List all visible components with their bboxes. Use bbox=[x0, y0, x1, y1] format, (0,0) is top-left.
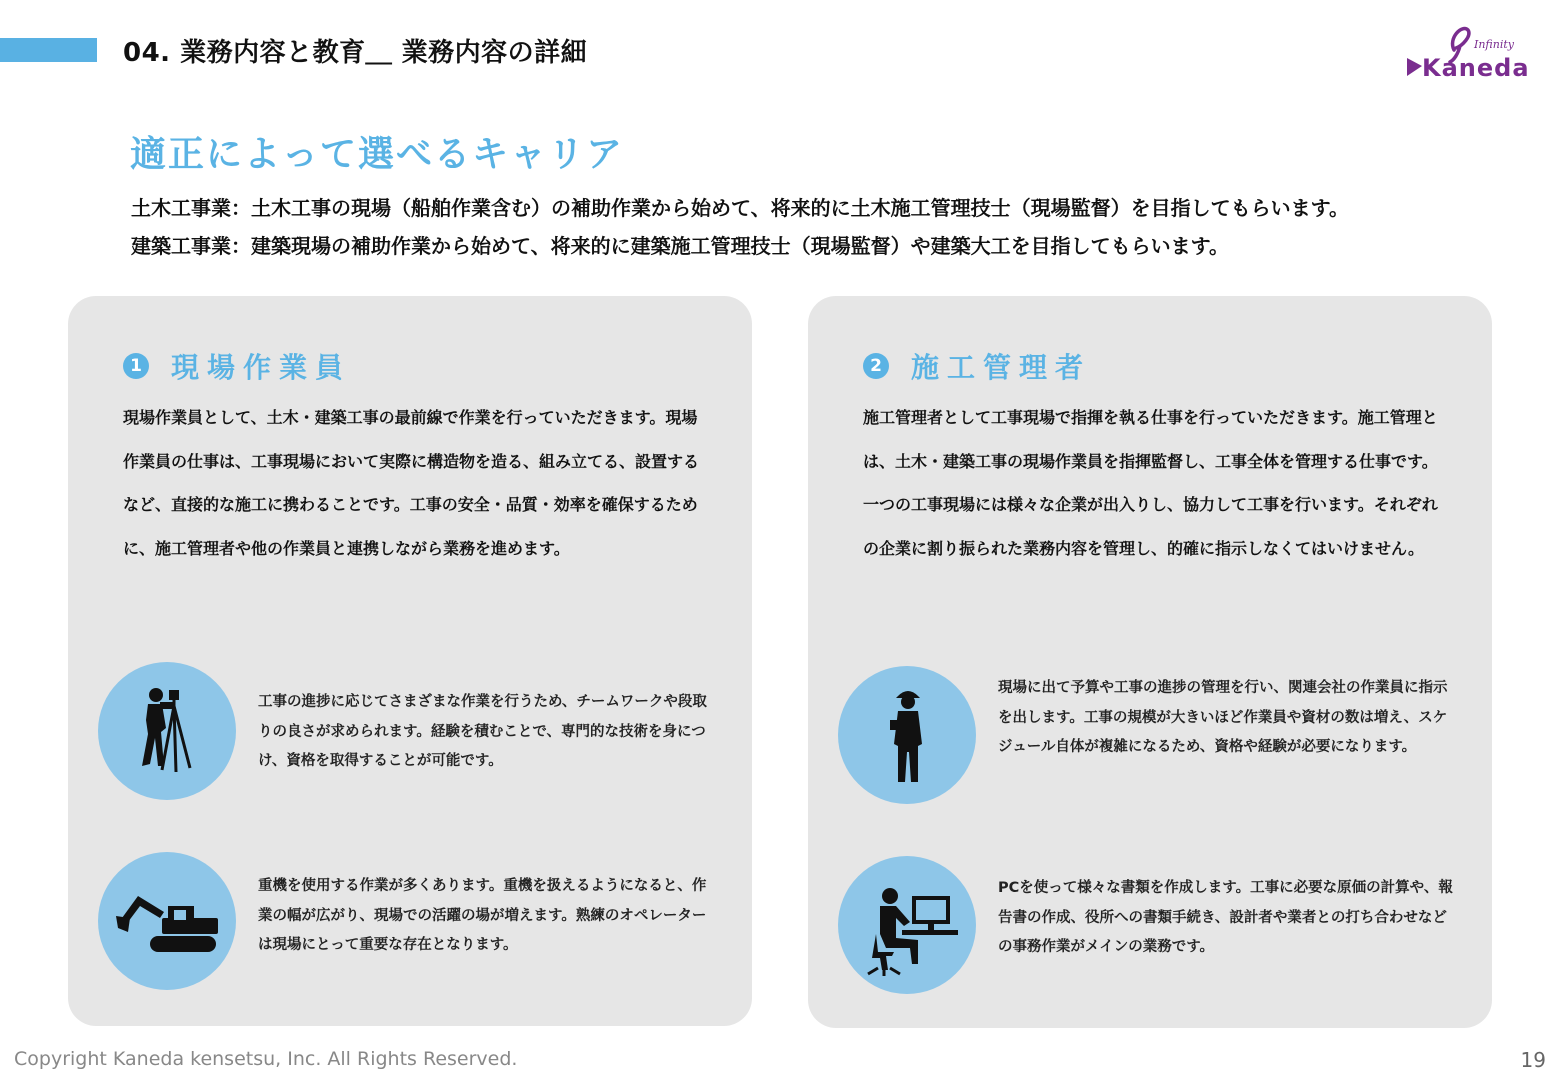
feature-text: 重機を使用する作業が多くあります。重機を扱えるようになると、作業の幅が広がり、現場での活躍の場が増えます。熟練のオペレーターは現場にとって重要な存在となります。 bbox=[258, 878, 707, 953]
main-heading: 適正によって選べるキャリア bbox=[130, 134, 625, 175]
feature-teamwork bbox=[98, 662, 718, 802]
surveyor-icon bbox=[98, 662, 236, 800]
card-number-badge: 1 bbox=[123, 353, 149, 379]
card-title: 現場作業員 bbox=[171, 351, 352, 384]
intro-civil: 土木工事業：土木工事の現場（船舶作業含む）の補助作業から始めて、将来的に土木施工管理技士（現場監督）を目指してもらいます。 bbox=[131, 196, 1349, 220]
card-description: 施工管理者として工事現場で指揮を執る仕事を行っていただきます。施工管理とは、土木・建築工事の現場作業員を指揮監督し、工事全体を管理する仕事です。一つの工事現場には様々な企業が出入りし、協力して工事を行います。それぞれの企業に割り振られた業務内容を管理し、的確に指示しなくてはいけません。 bbox=[863, 408, 1438, 558]
feature-heavy-machinery bbox=[98, 852, 718, 992]
career-card-field-worker bbox=[68, 296, 752, 1026]
career-card-construction-manager bbox=[808, 296, 1492, 1028]
copyright-footer: Copyright Kaneda kensetsu, Inc. All Rights Reserved. bbox=[14, 1048, 518, 1070]
logo-tagline: Infinity bbox=[1474, 38, 1515, 51]
header-accent-bar bbox=[0, 38, 97, 62]
feature-text: PCを使って様々な書類を作成します。工事に必要な原価の計算や、報告書の作成、役所への書類手続き、設計者や業者との打ち合わせなどの事務作業がメインの業務です。 bbox=[998, 880, 1453, 955]
card-header bbox=[863, 346, 1091, 386]
intro-architecture: 建築工事業：建築現場の補助作業から始めて、将来的に建築施工管理技士（現場監督）や建築大工を目指してもらいます。 bbox=[131, 234, 1229, 258]
section-title: 04. 業務内容と教育＿ 業務内容の詳細 bbox=[123, 38, 588, 68]
feature-site-management bbox=[838, 666, 1458, 806]
feature-text: 工事の進捗に応じてさまざまな作業を行うため、チームワークや段取りの良さが求められます。経験を積むことで、専門的な技術を身につけ、資格を取得することが可能です。 bbox=[258, 694, 707, 769]
company-logo bbox=[1402, 20, 1537, 82]
card-title: 施工管理者 bbox=[911, 351, 1092, 384]
feature-text: 現場に出て予算や工事の進捗の管理を行い、関連会社の作業員に指示を出します。工事の規模が大きいほど作業員や資材の数は増え、スケジュール自体が複雑になるため、資格や経験が必要になります。 bbox=[998, 680, 1448, 755]
card-description: 現場作業員として、土木・建築工事の最前線で作業を行っていただきます。現場作業員の仕事は、工事現場において実際に構造物を造る、組み立てる、設置するなど、直接的な施工に携わることです。工事の安全・品質・効率を確保するために、施工管理者や他の作業員と連携しながら業務を進めます。 bbox=[123, 408, 700, 558]
office-worker-icon bbox=[838, 856, 976, 994]
page-number: 19 bbox=[1520, 1048, 1546, 1072]
site-manager-icon bbox=[838, 666, 976, 804]
excavator-icon bbox=[98, 852, 236, 990]
feature-office-work bbox=[838, 856, 1458, 996]
card-header bbox=[123, 346, 351, 386]
logo-wordmark: Kaneda bbox=[1422, 54, 1530, 82]
card-number-badge: 2 bbox=[863, 353, 889, 379]
